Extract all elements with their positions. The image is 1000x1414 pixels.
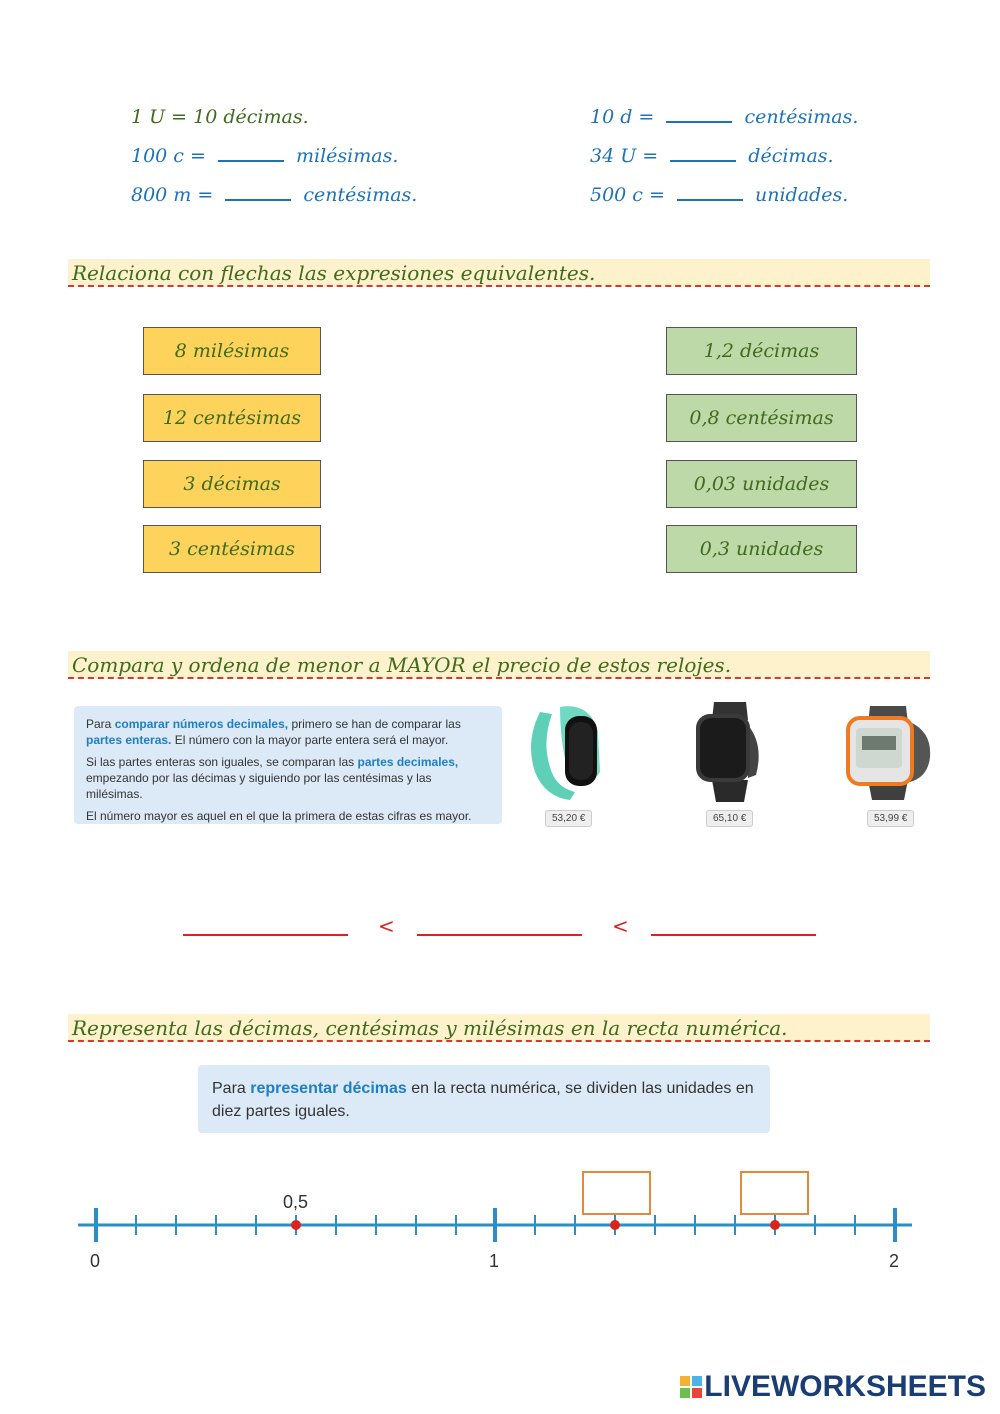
- conversion-line: [590, 184, 848, 206]
- section-title-match: Relaciona con flechas las expresiones equivalentes.: [68, 259, 930, 287]
- order-answer-blank[interactable]: [651, 934, 816, 936]
- conversion-text: 100 c =: [131, 145, 206, 167]
- number-line: [70, 1160, 930, 1280]
- order-answer-blank[interactable]: [417, 934, 582, 936]
- conversion-text: 1 U = 10 décimas.: [131, 106, 309, 128]
- conversion-text: 500 c =: [590, 184, 665, 206]
- watch-image-sport: [840, 702, 932, 802]
- point-b: [770, 1220, 780, 1230]
- conversion-text: décimas.: [748, 145, 834, 167]
- conversion-line: [131, 184, 417, 206]
- answer-blank[interactable]: [225, 199, 291, 201]
- info-box-number-line: Para representar décimas en la recta numérica, se dividen las unidades en diez partes iguales.: [198, 1065, 770, 1133]
- conversion-line: [590, 145, 834, 167]
- answer-blank[interactable]: [218, 160, 284, 162]
- label-two: 2: [889, 1251, 900, 1271]
- price-tag: 53,20 €: [545, 810, 592, 827]
- brand-logo: [680, 1370, 986, 1404]
- match-right-item[interactable]: 1,2 décimas: [666, 327, 857, 375]
- point-half: [291, 1220, 301, 1230]
- watch-image-black: [686, 700, 766, 804]
- answer-blank[interactable]: [670, 160, 736, 162]
- conversion-text: milésimas.: [296, 145, 399, 167]
- less-than-sign: <: [378, 914, 395, 938]
- conversion-text: 800 m =: [131, 184, 214, 206]
- brand-text: LIVEWORKSHEETS: [704, 1370, 986, 1403]
- less-than-sign: <: [612, 914, 629, 938]
- conversion-text: 10 d =: [590, 106, 655, 128]
- brand-logo-icon: [680, 1376, 702, 1398]
- conversion-text: unidades.: [755, 184, 849, 206]
- price-tag: 65,10 €: [706, 810, 753, 827]
- point-a: [610, 1220, 620, 1230]
- label-zero: 0: [90, 1251, 101, 1271]
- answer-box[interactable]: [583, 1172, 650, 1214]
- info-box-compare: Para comparar números decimales, primero se han de comparar las partes enteras. El número con la mayor parte entera será el mayor. Si las partes enteras son iguales, se comparan las partes decimales, empezando por las décimas y siguiendo por las centésimas y las milésimas. El número mayor es aquel en el que la primera de estas cifras es mayor.: [74, 706, 502, 824]
- order-answer-blank[interactable]: [183, 934, 348, 936]
- section-title-compare: Compara y ordena de menor a MAYOR el precio de estos relojes.: [68, 651, 930, 679]
- section-title-number-line: Representa las décimas, centésimas y milésimas en la recta numérica.: [68, 1014, 930, 1042]
- match-left-item[interactable]: 8 milésimas: [143, 327, 321, 375]
- answer-blank[interactable]: [666, 121, 732, 123]
- match-right-item[interactable]: 0,3 unidades: [666, 525, 857, 573]
- conversion-line: [590, 106, 858, 128]
- label-one: 1: [489, 1251, 500, 1271]
- match-left-item[interactable]: 3 décimas: [143, 460, 321, 508]
- conversion-text: 34 U =: [590, 145, 659, 167]
- conversion-line: [131, 145, 398, 167]
- match-right-item[interactable]: 0,8 centésimas: [666, 394, 857, 442]
- conversion-text: centésimas.: [303, 184, 418, 206]
- match-left-item[interactable]: 3 centésimas: [143, 525, 321, 573]
- answer-box[interactable]: [741, 1172, 808, 1214]
- match-left-item[interactable]: 12 centésimas: [143, 394, 321, 442]
- label-half: 0,5: [283, 1192, 309, 1212]
- conversion-example: [131, 106, 309, 128]
- answer-blank[interactable]: [677, 199, 743, 201]
- conversion-text: centésimas.: [744, 106, 859, 128]
- price-tag: 53,99 €: [867, 810, 914, 827]
- watch-image-teal: [520, 702, 610, 802]
- match-right-item[interactable]: 0,03 unidades: [666, 460, 857, 508]
